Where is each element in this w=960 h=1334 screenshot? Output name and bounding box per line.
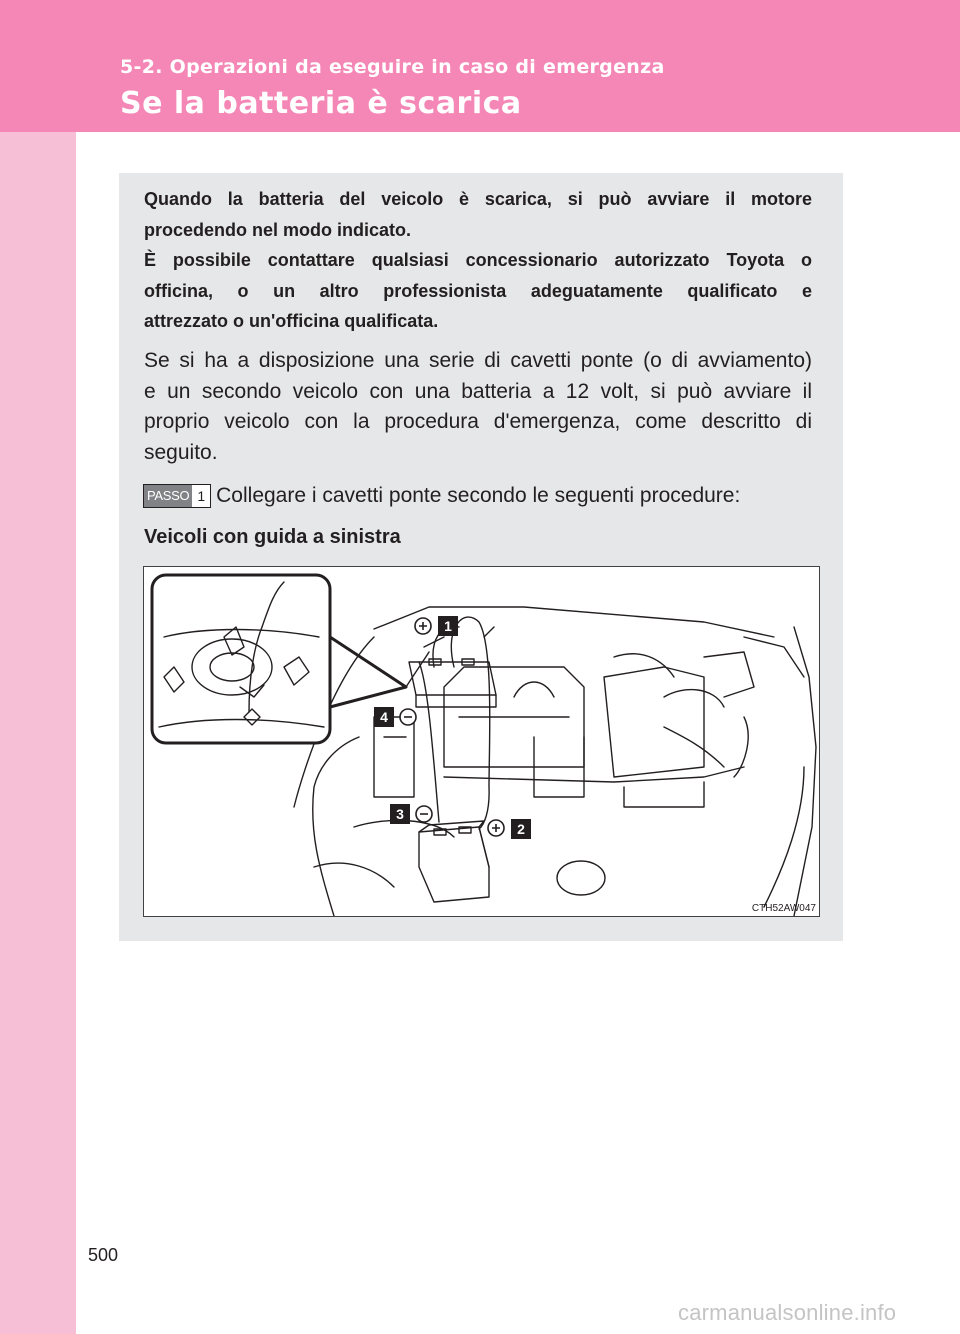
engine-drawing — [144, 567, 819, 916]
side-strip — [0, 0, 76, 1334]
sub-heading: Veicoli con guida a sinistra — [144, 526, 401, 548]
callout-label: 2 — [517, 821, 525, 837]
intro-line: È possibile contattare qualsiasi concessionario autorizzato Toyota o — [144, 250, 812, 270]
watermark: carmanualsonline.info — [678, 1300, 897, 1325]
engine-illustration — [143, 566, 820, 917]
body-line: e un secondo veicolo con una batteria a 12 volt, si può avviare il — [144, 379, 812, 403]
intro-line: Quando la batteria del veicolo è scarica, si può avviare il motore — [144, 189, 812, 209]
intro-line: procedendo nel modo indicato. — [144, 219, 412, 240]
body-line: seguito. — [144, 440, 218, 464]
section-label: 5-2. Operazioni da eseguire in caso di emergenza — [120, 56, 665, 78]
step-text: Collegare i cavetti ponte secondo le seguenti procedure: — [216, 484, 741, 507]
body-line: Se si ha a disposizione una serie di cavetti ponte (o di avviamento) — [144, 349, 812, 372]
callout-label: 4 — [380, 709, 388, 725]
callout-label: 1 — [444, 618, 452, 634]
page-title: Se la batteria è scarica — [120, 86, 522, 121]
intro-paragraph — [144, 184, 812, 337]
body-paragraph — [144, 346, 812, 468]
step-badge-word: PASSO — [144, 485, 192, 507]
callout-label: 3 — [396, 806, 404, 822]
page-number: 500 — [88, 1245, 119, 1265]
figure-code: CTH52AW047 — [751, 903, 816, 914]
body-line: proprio veicolo con la procedura d'emergenza, come descritto di — [144, 410, 812, 433]
step-row — [143, 482, 740, 510]
intro-line: attrezzato o un'officina qualificata. — [144, 311, 439, 331]
step-badge — [143, 484, 211, 508]
intro-line: officina, o un altro professionista adeguatamente qualificato e — [144, 280, 812, 301]
step-badge-number: 1 — [192, 485, 210, 507]
